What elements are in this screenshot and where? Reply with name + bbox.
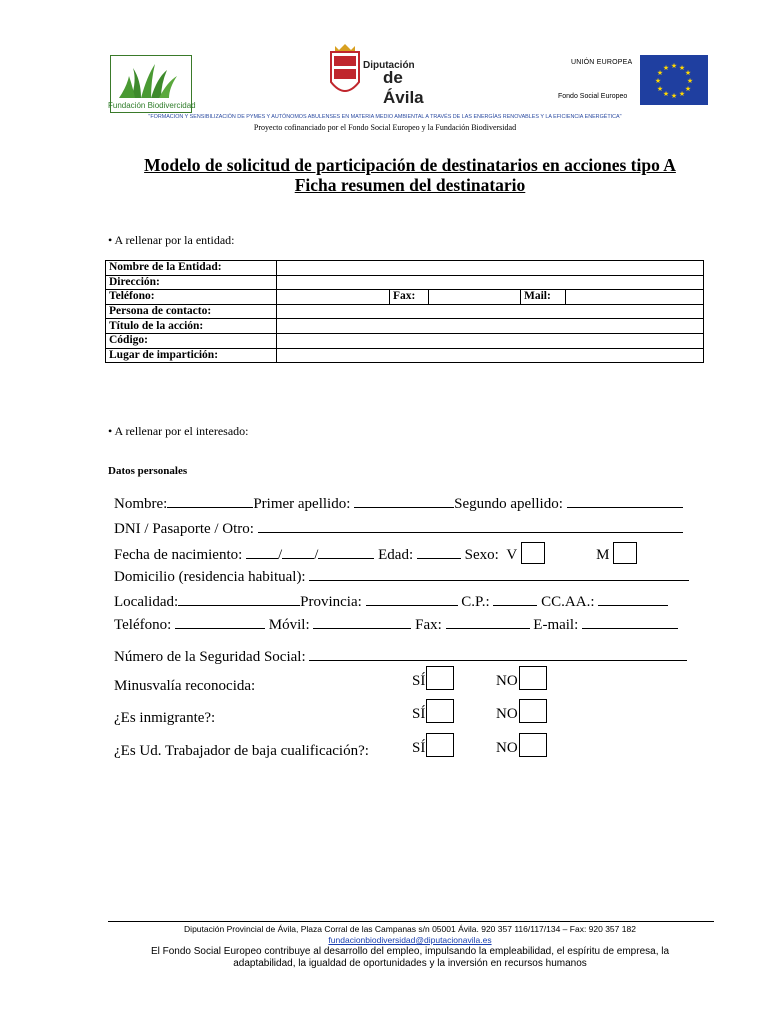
field-movil[interactable] — [313, 614, 411, 629]
field-mail[interactable] — [566, 290, 704, 305]
row-fecha — [114, 542, 637, 564]
label-movil: Móvil: — [268, 617, 310, 633]
field-dni[interactable] — [258, 518, 683, 533]
footer-email-link[interactable]: fundacionbiodiversidad@diputacionavila.es — [328, 935, 492, 945]
row-dni — [114, 518, 683, 538]
fondo-social-europeo-label: Fondo Social Europeo — [558, 93, 628, 100]
label-edad: Edad: — [378, 547, 414, 563]
label-ccaa: CC.AA.: — [541, 594, 595, 610]
field-codigo[interactable] — [277, 333, 704, 348]
baja-si — [412, 733, 454, 757]
inmigrante-no — [496, 699, 547, 723]
svg-text:★: ★ — [670, 62, 678, 70]
field-direccion[interactable] — [277, 275, 704, 290]
field-nombre[interactable] — [167, 493, 253, 508]
svg-text:★: ★ — [662, 64, 670, 72]
label-fax-int: Fax: — [415, 617, 442, 633]
label-inmigrante: ¿Es inmigrante?: — [114, 710, 216, 726]
label-minusvalia: Minusvalía reconocida: — [114, 678, 256, 694]
svg-text:★: ★ — [678, 90, 686, 98]
label-nombre: Nombre: — [114, 496, 168, 512]
field-dia[interactable] — [246, 544, 278, 559]
field-edad[interactable] — [417, 544, 461, 559]
field-segundo-apellido[interactable] — [567, 493, 683, 508]
label-nombre-entidad: Nombre de la Entidad: — [106, 261, 277, 276]
footer-fse-text-2: adaptabilidad, la igualdad de oportunidades y la inversión en recursos humanos — [233, 958, 587, 969]
svg-text:★: ★ — [684, 69, 692, 77]
field-primer-apellido[interactable] — [354, 493, 454, 508]
svg-text:★: ★ — [656, 69, 664, 77]
field-email[interactable] — [582, 614, 678, 629]
field-provincia[interactable] — [366, 591, 458, 606]
row-nss — [114, 646, 687, 666]
label-persona-contacto: Persona de contacto: — [106, 304, 277, 319]
svg-text:★: ★ — [678, 64, 686, 72]
label-v: V — [506, 547, 517, 563]
field-lugar[interactable] — [277, 348, 704, 363]
label-no: NO — [496, 673, 518, 689]
document-subtitle: Ficha resumen del destinatario — [294, 175, 526, 195]
label-codigo: Código: — [106, 333, 277, 348]
field-mes[interactable] — [282, 544, 314, 559]
checkbox-inmigrante-no[interactable] — [519, 699, 547, 723]
checkbox-baja-si[interactable] — [426, 733, 454, 757]
label-cp: C.P.: — [461, 594, 490, 610]
label-m: M — [596, 547, 610, 563]
field-nombre-entidad[interactable] — [277, 261, 704, 276]
label-provincia: Provincia: — [300, 594, 362, 610]
label-no: NO — [496, 706, 518, 722]
field-fax-int[interactable] — [446, 614, 530, 629]
minusvalia-si — [412, 666, 454, 690]
de-avila-label: de Ávila — [383, 68, 424, 107]
label-localidad: Localidad: — [114, 594, 179, 610]
bullet-interesado: • A rellenar por el interesado: — [108, 424, 249, 438]
label-telefono-int: Teléfono: — [114, 617, 172, 633]
field-telefono[interactable] — [277, 290, 390, 305]
checkbox-v[interactable] — [521, 542, 545, 564]
checkbox-minusvalia-no[interactable] — [519, 666, 547, 690]
label-titulo-accion: Título de la acción: — [106, 319, 277, 334]
field-ccaa[interactable] — [598, 591, 668, 606]
field-cp[interactable] — [493, 591, 537, 606]
label-email: E-mail: — [533, 617, 579, 633]
date-separator: / — [278, 547, 283, 563]
baja-no — [496, 733, 547, 757]
label-si: SÍ — [412, 706, 426, 722]
checkbox-minusvalia-si[interactable] — [426, 666, 454, 690]
label-domicilio: Domicilio (residencia habitual): — [114, 569, 306, 585]
field-nss[interactable] — [309, 646, 687, 661]
entity-table — [105, 260, 704, 363]
document-title: Modelo de solicitud de participación de destinatarios en acciones tipo A — [144, 155, 676, 175]
minusvalia-no — [496, 666, 547, 690]
eu-flag-icon — [640, 55, 708, 105]
footer-rule — [108, 921, 714, 922]
label-fax: Fax: — [390, 290, 429, 305]
checkbox-m[interactable] — [613, 542, 637, 564]
checkbox-baja-no[interactable] — [519, 733, 547, 757]
bullet-entidad: • A rellenar por la entidad: — [108, 233, 235, 247]
datos-personales-heading: Datos personales — [108, 465, 188, 477]
diputacion-avila-logo — [325, 42, 445, 107]
project-title: "FORMACION Y SENSIBILIZACIÓN DE PYMES Y AUTÓNOMOS ABULENSES EN MATERIA MEDIO AMBIENTAL A TRAVÉS DE LAS ENERGÍAS RENOVABLES Y LA EFICIENCIA ENERGÉTICA" — [148, 114, 622, 120]
svg-text:★: ★ — [654, 77, 662, 85]
label-lugar: Lugar de impartición: — [106, 348, 277, 363]
svg-text:★: ★ — [684, 85, 692, 93]
field-telefono-int[interactable] — [175, 614, 265, 629]
field-persona-contacto[interactable] — [277, 304, 704, 319]
svg-text:★: ★ — [686, 77, 694, 85]
field-titulo-accion[interactable] — [277, 319, 704, 334]
row-telefono — [114, 614, 678, 634]
field-fax[interactable] — [429, 290, 521, 305]
svg-text:★: ★ — [662, 90, 670, 98]
inmigrante-si — [412, 699, 454, 723]
diputacion-label: Diputación — [363, 60, 415, 71]
label-segundo-apellido: Segundo apellido: — [454, 496, 563, 512]
label-dni: DNI / Pasaporte / Otro: — [114, 521, 254, 537]
label-mail: Mail: — [521, 290, 566, 305]
label-telefono: Teléfono: — [106, 290, 277, 305]
label-si: SÍ — [412, 673, 426, 689]
footer-fse-text-1: El Fondo Social Europeo contribuye al desarrollo del empleo, impulsando la empleabilidad, el espíritu de empresa, la — [150, 946, 670, 957]
field-localidad[interactable] — [178, 591, 300, 606]
date-separator: / — [314, 547, 319, 563]
label-direccion: Dirección: — [106, 275, 277, 290]
svg-text:★: ★ — [656, 85, 664, 93]
label-nss: Número de la Seguridad Social: — [114, 649, 306, 665]
checkbox-inmigrante-si[interactable] — [426, 699, 454, 723]
label-si: SÍ — [412, 740, 426, 756]
label-baja-cualificacion: ¿Es Ud. Trabajador de baja cualificación?: — [114, 743, 369, 759]
logo-fb-label: Fundación Biodivercidad — [108, 101, 196, 110]
label-no: NO — [496, 740, 518, 756]
footer-address: Diputación Provincial de Ávila, Plaza Corral de las Campanas s/n 05001 Ávila. 920 357 116/117/134 – Fax: 920 357 182 — [184, 924, 636, 934]
row-localidad — [114, 591, 668, 611]
label-sexo: Sexo: — [464, 547, 499, 563]
union-europea-label: UNIÓN EUROPEA — [571, 59, 633, 66]
cofinanciado-text: Proyecto cofinanciado por el Fondo Social Europeo y la Fundación Biodiversidad — [253, 123, 517, 132]
field-anio[interactable] — [318, 544, 374, 559]
svg-text:★: ★ — [670, 92, 678, 100]
label-fecha-nacimiento: Fecha de nacimiento: — [114, 547, 243, 563]
row-nombre — [114, 493, 683, 513]
field-domicilio[interactable] — [309, 566, 689, 581]
row-domicilio — [114, 566, 689, 586]
label-primer-apellido: Primer apellido: — [253, 496, 351, 512]
